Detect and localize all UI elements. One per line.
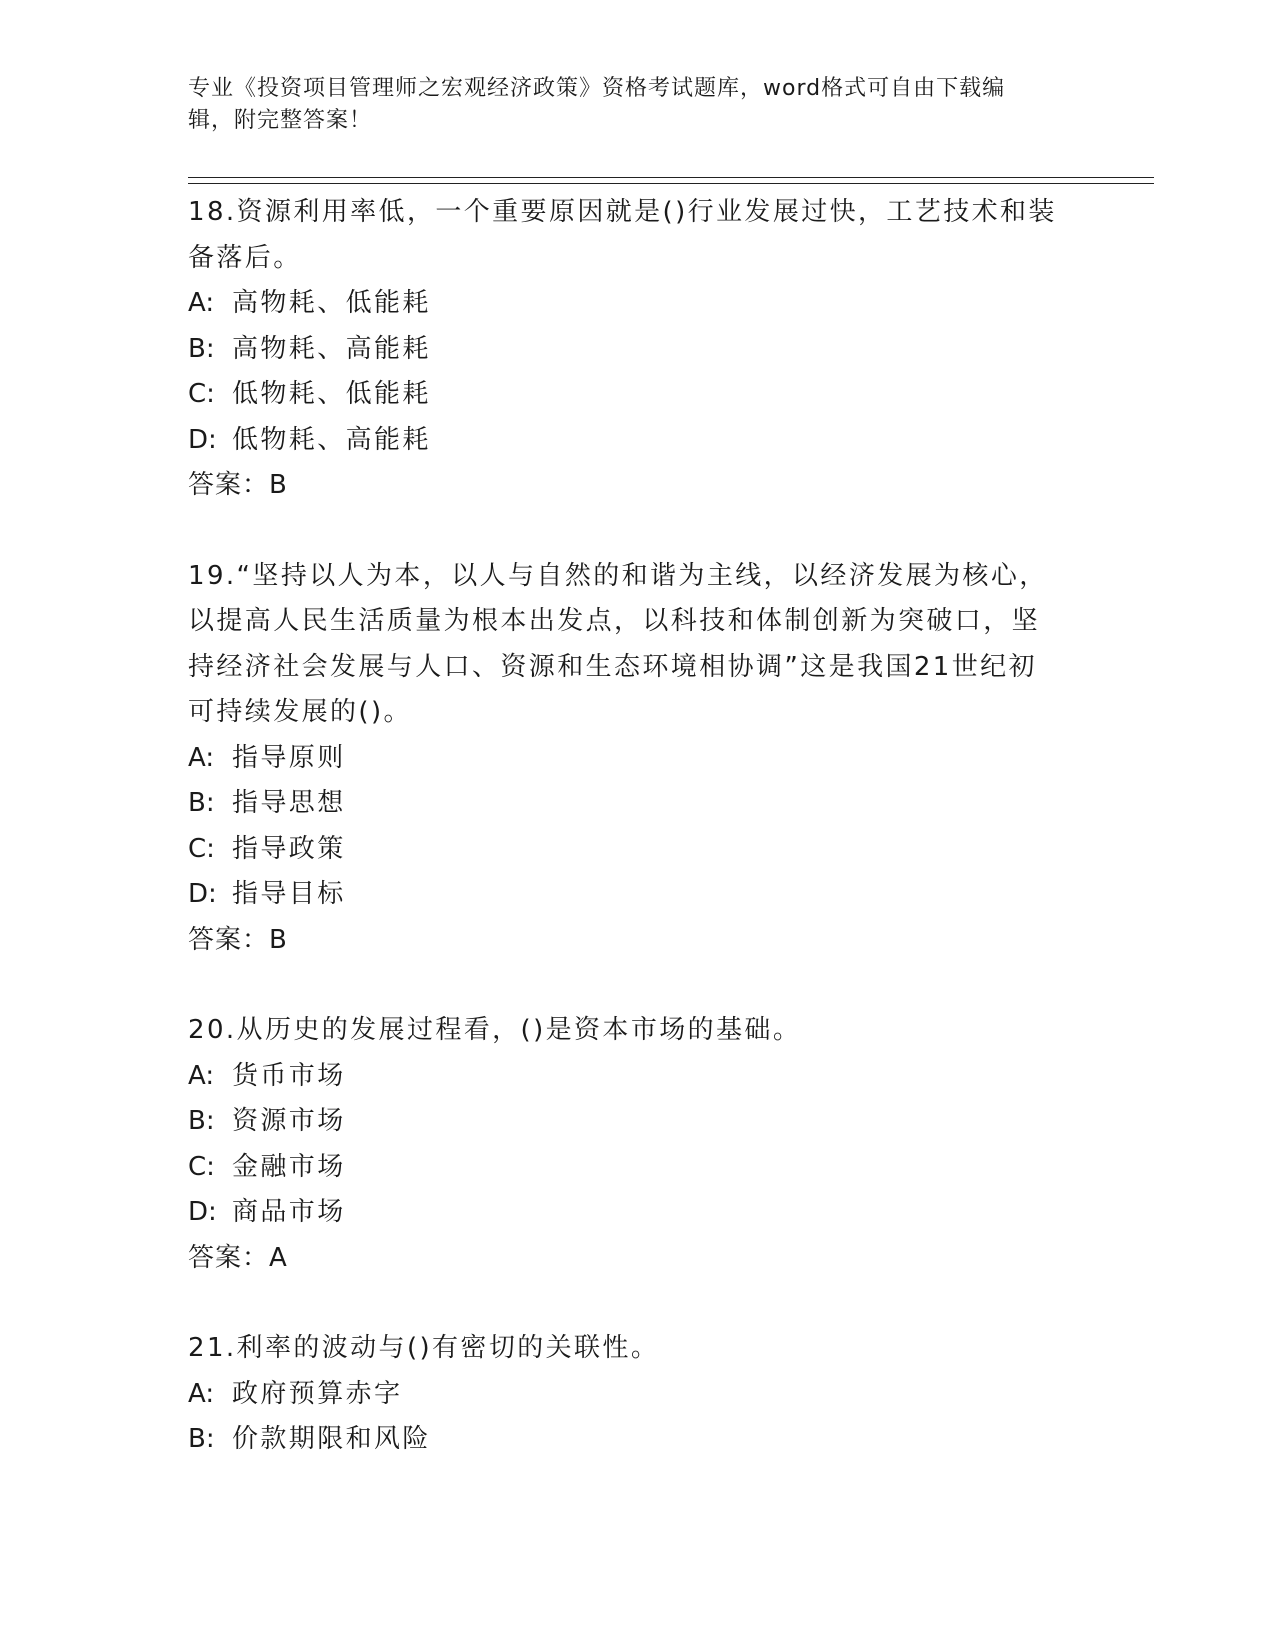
answer-line: 答案：B (188, 924, 288, 955)
option-text: 商品市场 (232, 1197, 346, 1227)
option-key: C: (188, 379, 215, 409)
option-key: B: (188, 788, 215, 818)
option-key: C: (188, 1151, 215, 1182)
question-stem-line: 21.利率的波动与()有密切的关联性。 (188, 1333, 660, 1363)
option-text: 金融市场 (232, 1151, 346, 1182)
option-key: A: (188, 1378, 215, 1409)
answer-line: 答案：A (188, 1242, 288, 1273)
option-key: D: (188, 879, 217, 909)
question-stem-line: 持经济社会发展与人口、资源和生态环境相协调”这是我国21世纪初 (188, 651, 1037, 682)
option-b (188, 781, 1088, 827)
option-key: C: (188, 833, 215, 864)
option-c (188, 372, 1088, 418)
option-d (188, 418, 1088, 464)
option-d (188, 872, 1088, 918)
option-key: A: (188, 742, 215, 773)
option-a (188, 281, 1088, 327)
option-text: 高物耗、低能耗 (232, 288, 431, 318)
header-divider-bottom (188, 183, 1154, 184)
option-key: D: (188, 424, 217, 455)
question-stem-line: 可持续发展的()。 (188, 697, 412, 727)
question-list (188, 190, 1088, 1463)
question-20 (188, 1008, 1088, 1281)
option-key: D: (188, 1197, 217, 1227)
question-19 (188, 554, 1088, 964)
option-key: B: (188, 333, 215, 364)
question-stem-line: 备落后。 (188, 242, 302, 273)
option-text: 低物耗、低能耗 (232, 379, 431, 409)
option-b (188, 1099, 1088, 1145)
option-key: A: (188, 1060, 215, 1091)
header-line-1: 专业《投资项目管理师之宏观经济政策》资格考试题库，word格式可自由下载编 (188, 76, 1006, 101)
option-c (188, 827, 1088, 873)
question-stem-line: 19.“坚持以人为本，以人与自然的和谐为主线，以经济发展为核心， (188, 560, 1048, 591)
option-text: 指导目标 (232, 879, 346, 909)
question-stem-line: 20.从历史的发展过程看，()是资本市场的基础。 (188, 1015, 802, 1045)
option-a (188, 736, 1088, 782)
option-d (188, 1190, 1088, 1236)
spacer (188, 963, 1088, 1008)
option-a (188, 1054, 1088, 1100)
option-text: 高物耗、高能耗 (232, 333, 431, 364)
option-b (188, 327, 1088, 373)
spacer (188, 509, 1088, 554)
option-key: B: (188, 1106, 215, 1136)
header-divider-top (188, 177, 1154, 178)
header-line-2: 辑，附完整答案！ (188, 108, 373, 133)
option-text: 价款期限和风险 (232, 1424, 431, 1454)
option-a (188, 1372, 1088, 1418)
question-stem-line: 18.资源利用率低，一个重要原因就是()行业发展过快，工艺技术和装 (188, 197, 1057, 227)
option-text: 货币市场 (232, 1060, 346, 1091)
option-text: 指导原则 (232, 742, 346, 773)
question-18 (188, 190, 1088, 509)
option-text: 指导思想 (232, 788, 346, 818)
question-stem-line: 以提高人民生活质量为根本出发点，以科技和体制创新为突破口，坚 (188, 606, 1041, 636)
option-text: 政府预算赤字 (232, 1378, 403, 1409)
option-text: 低物耗、高能耗 (232, 424, 431, 455)
document-header (188, 73, 1068, 137)
option-text: 指导政策 (232, 833, 346, 864)
option-key: A: (188, 288, 215, 318)
spacer (188, 1281, 1088, 1326)
option-key: B: (188, 1424, 215, 1454)
option-text: 资源市场 (232, 1106, 346, 1136)
option-c (188, 1145, 1088, 1191)
question-21 (188, 1326, 1088, 1463)
option-b (188, 1417, 1088, 1463)
answer-line: 答案：B (188, 470, 288, 500)
